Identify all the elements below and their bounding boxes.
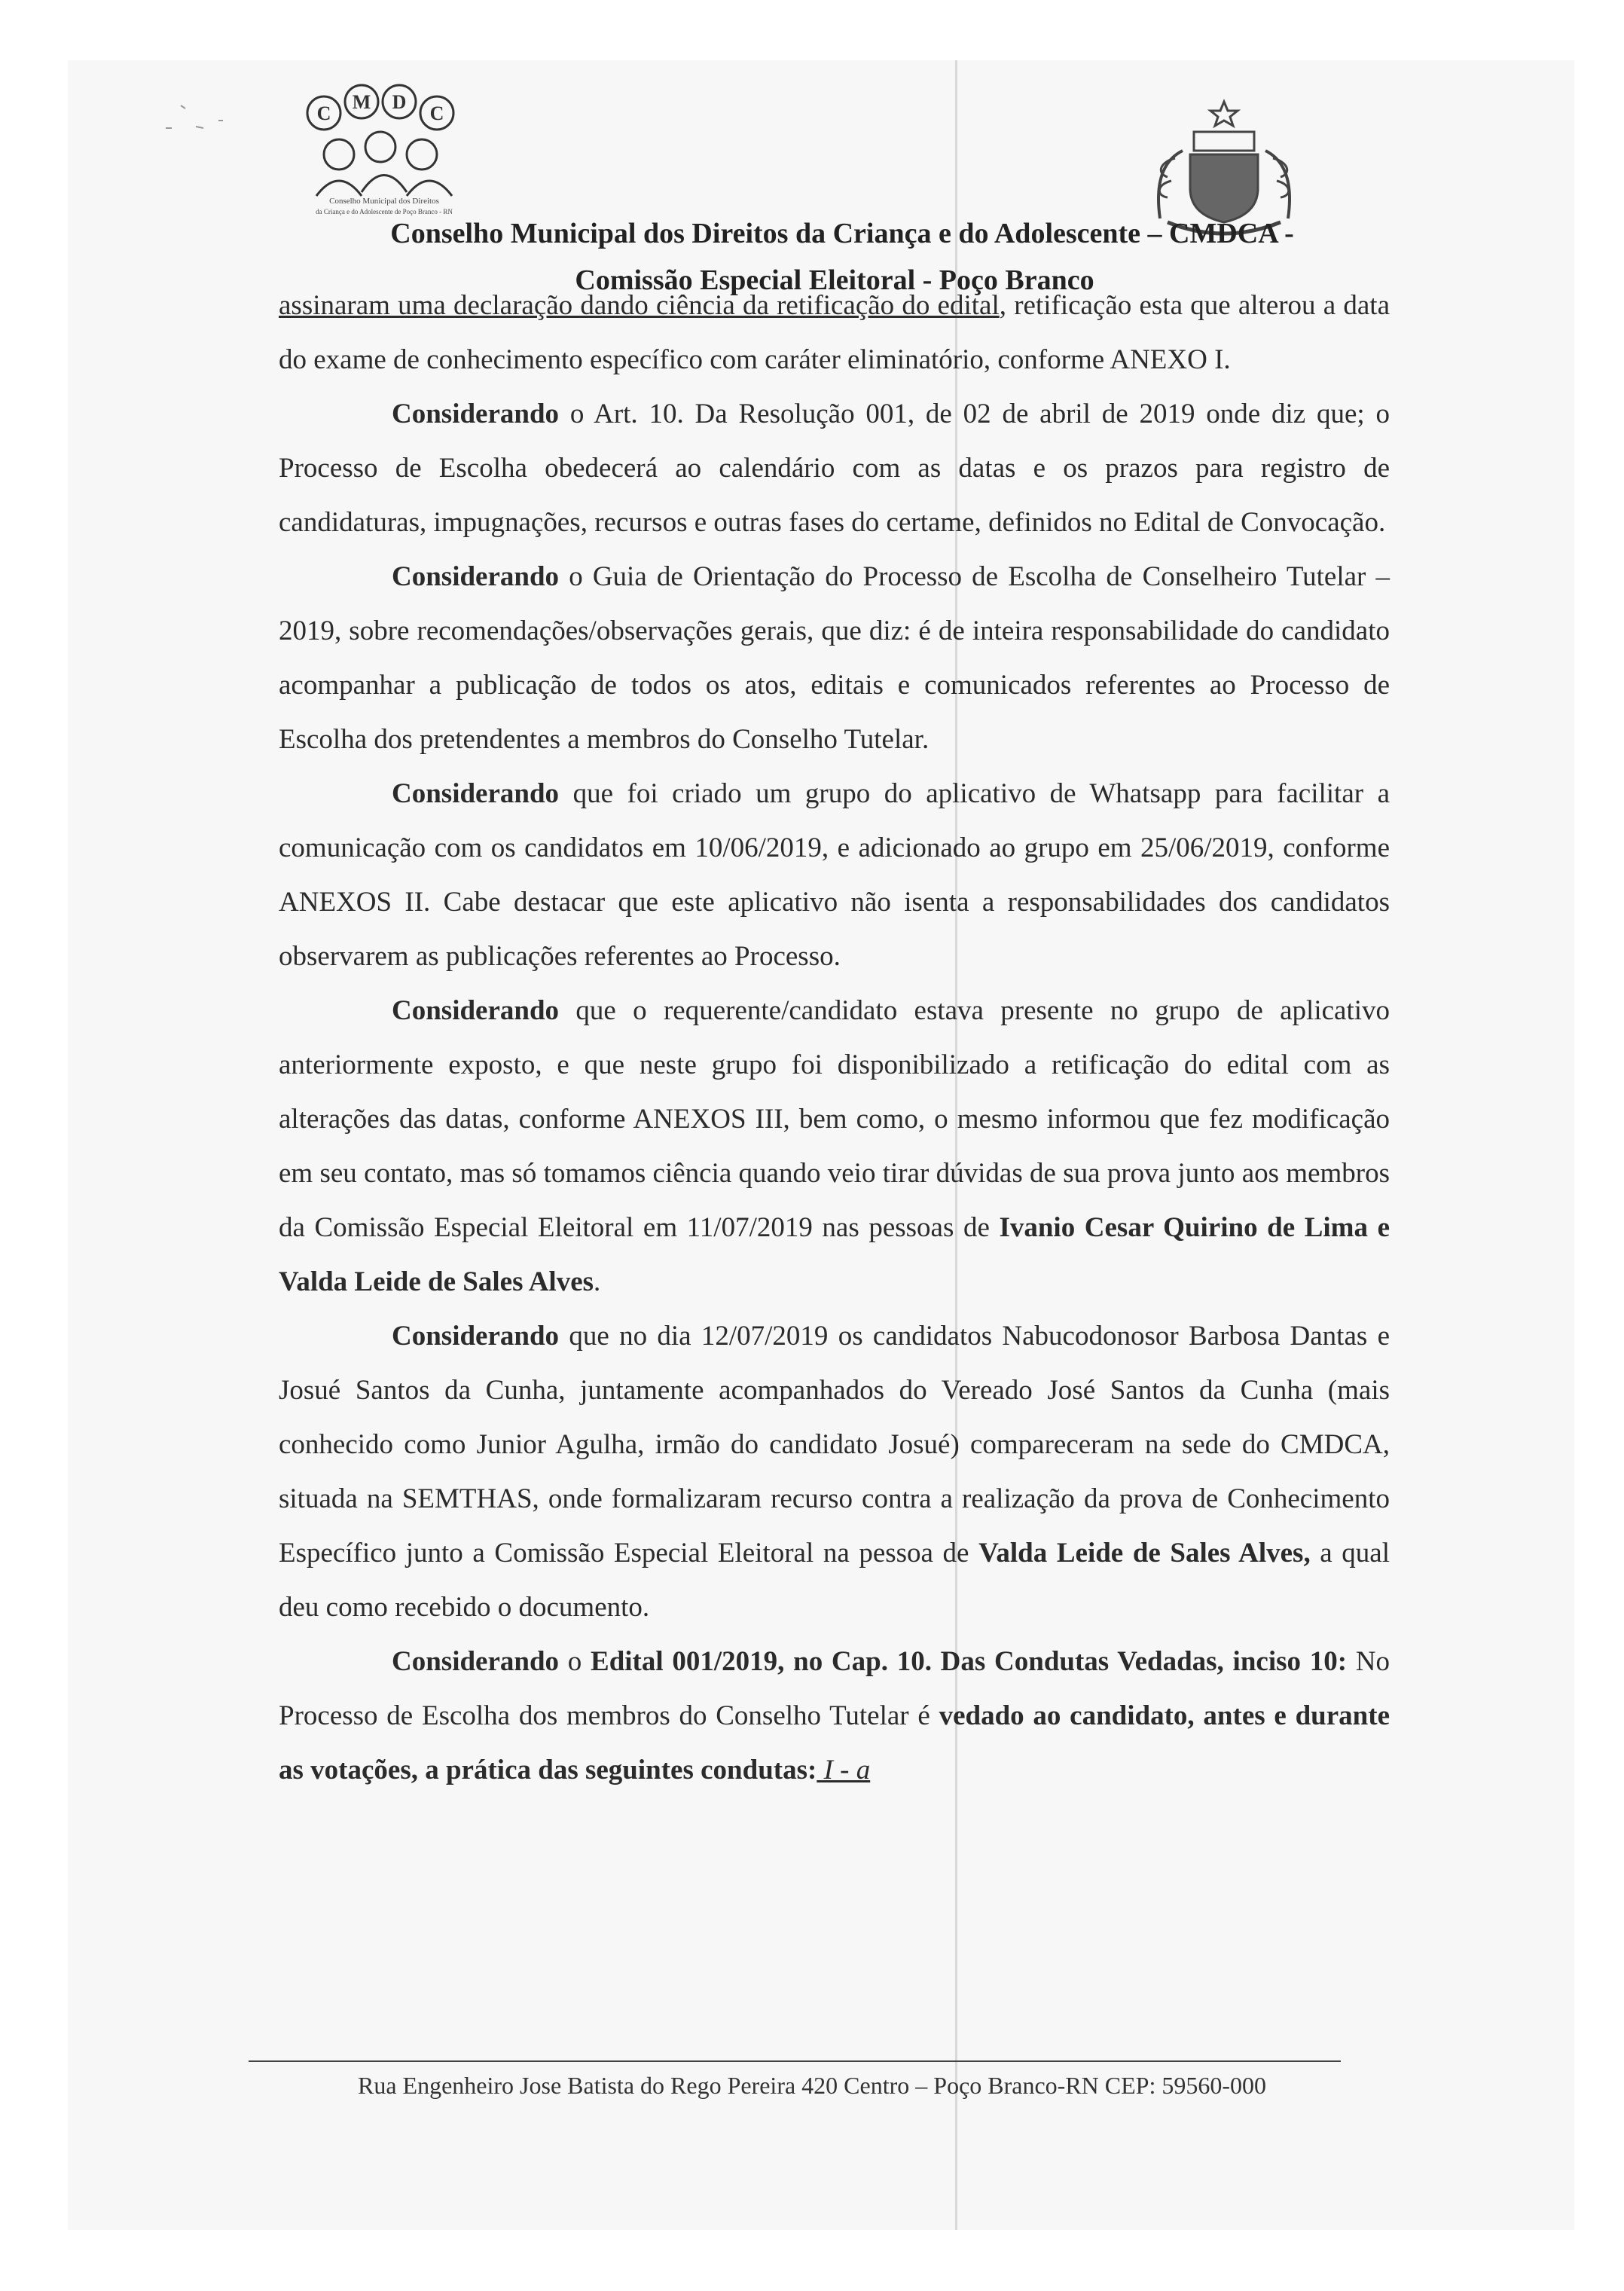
paragraph-1: assinaram uma declaração dando ciência da retificação do edital, retificação esta que alterou a data do exame de conhecimento específico com caráter eliminatório, conforme ANEXO I. <box>279 290 1390 375</box>
underlined-text: assinaram uma declaração dando ciência da retificação do edital <box>279 290 1000 321</box>
paragraph-2: Considerando o Art. 10. Da Resolução 001, de 02 de abril de 2019 onde diz que; o Processo de Escolha obedecerá ao calendário com as datas e os prazos para registro de candidaturas, impugnações, recursos e outras fases do certame, definidos no Edital de Convocação. <box>279 399 1390 538</box>
pen-marks <box>151 98 241 158</box>
logo-letter-m: M <box>352 91 371 113</box>
paragraph-5: Considerando que o requerente/candidato estava presente no grupo de aplicativo anteriormente exposto, e que neste grupo foi disponibilizado a retificação do edital com as alterações das datas, conforme ANEXOS III, bem como, o mesmo informou que fez modificação em seu contato, mas só tomamos ciência quando veio tirar dúvidas de sua prova junto aos membros da Comissão Especial Eleitoral em 11/07/2019 nas pessoas de Ivanio Cesar Quirino de Lima e Valda Leide de Sales Alves. <box>279 995 1390 1297</box>
paragraph-7: Considerando o Edital 001/2019, no Cap. 10. Das Condutas Vedadas, inciso 10: No Processo de Escolha dos membros do Conselho Tutelar é vedado ao candidato, antes e durante as votações, a prática das seguintes condutas: I - a <box>279 1646 1390 1785</box>
paragraph-3: Considerando o Guia de Orientação do Processo de Escolha de Conselheiro Tutelar – 2019, sobre recomendações/observações gerais, que diz: é de inteira responsabilidade do candidato acompanhar a publicação de todos os atos, editais e comunicados referentes ao Processo de Escolha dos pretendentes a membros do Conselho Tutelar. <box>279 561 1390 755</box>
cmdca-logo <box>294 83 475 218</box>
document-body <box>279 279 1390 1798</box>
logo-letter-c2: C <box>429 102 444 124</box>
footer-divider <box>249 2060 1341 2062</box>
header-title: Conselho Municipal dos Direitos da Criança e do Adolescente – CMDCA - <box>390 218 1294 249</box>
logo-letter-d: D <box>392 91 407 113</box>
footer-address: Rua Engenheiro Jose Batista do Rego Pereira 420 Centro – Poço Branco-RN CEP: 59560-000 <box>357 2072 1267 2099</box>
logo-caption-2: da Criança e do Adolescente de Poço Branco - RN <box>316 208 453 215</box>
paragraph-6: Considerando que no dia 12/07/2019 os candidatos Nabucodonosor Barbosa Dantas e Josué Santos da Cunha, juntamente acompanhados do Vereado José Santos da Cunha (mais conhecido como Junior Agulha, irmão do candidato Josué) compareceram na sede do CMDCA, situada na SEMTHAS, onde formalizaram recurso contra a realização da prova de Conhecimento Específico junto a Comissão Especial Eleitoral na pessoa de Valda Leide de Sales Alves, a qual deu como recebido o documento. <box>279 1321 1390 1623</box>
logo-letter-c: C <box>316 102 331 124</box>
paragraph-4: Considerando que foi criado um grupo do aplicativo de Whatsapp para facilitar a comunicação com os candidatos em 10/06/2019, e adicionado ao grupo em 25/06/2019, conforme ANEXOS II. Cabe destacar que este aplicativo não isenta a responsabilidades dos candidatos observarem as publicações referentes ao Processo. <box>279 778 1390 972</box>
logo-caption-1: Conselho Municipal dos Direitos <box>329 197 439 206</box>
header-subtitle: Comissão Especial Eleitoral - Poço Branco <box>575 264 1094 296</box>
